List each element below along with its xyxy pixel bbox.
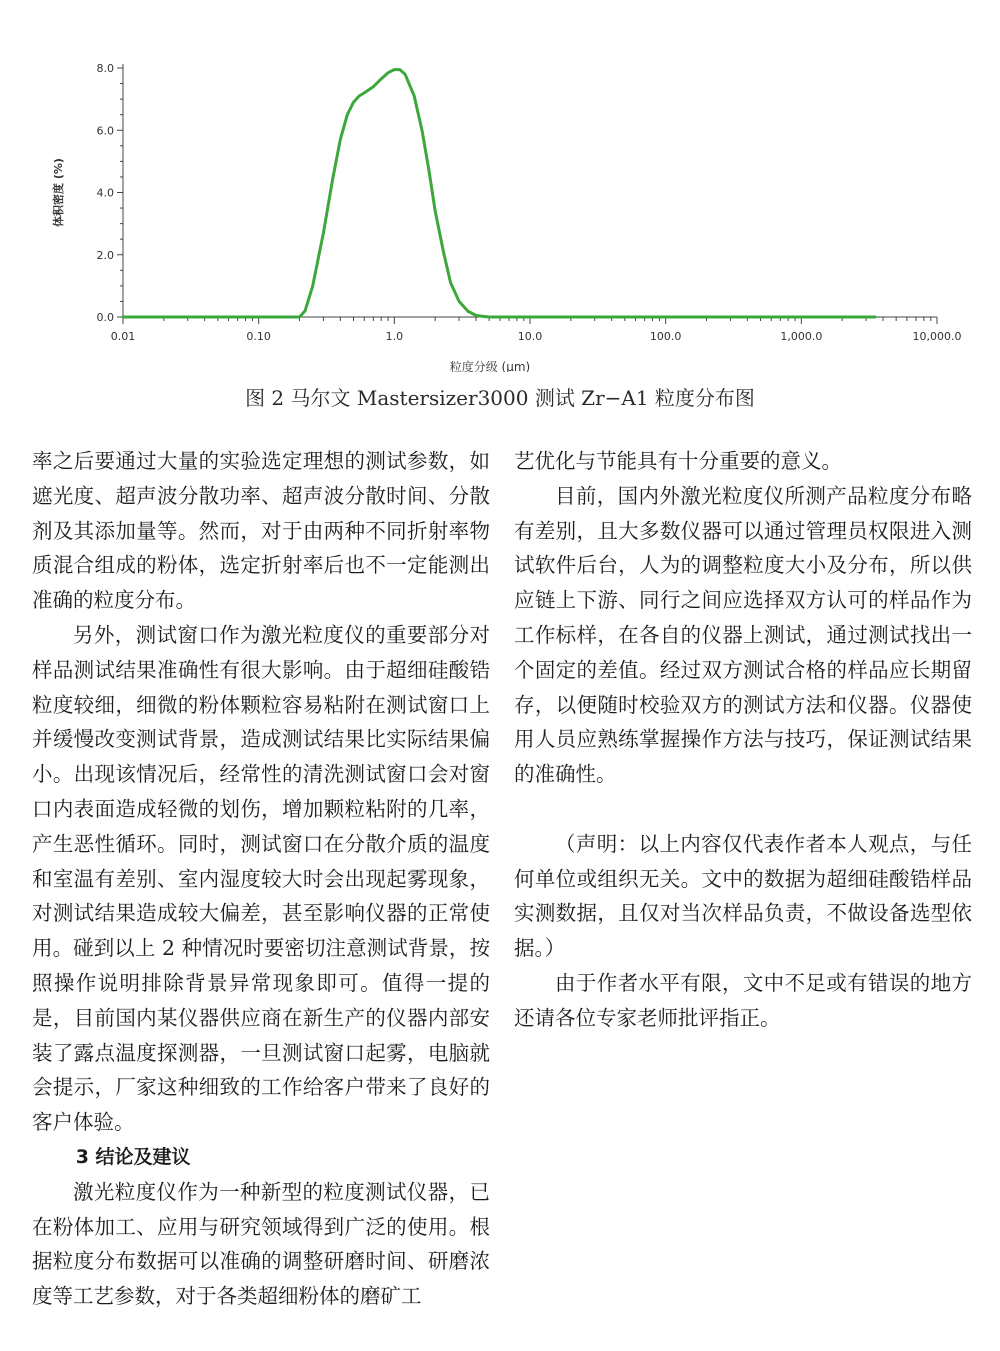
- x-tick-label: 10,000.0: [912, 330, 962, 343]
- x-tick-label: 1.0: [385, 330, 404, 343]
- figure-caption: 图 2 马尔文 Mastersizer3000 测试 Zr−A1 粒度分布图: [245, 386, 755, 410]
- x-tick-label: 0.10: [246, 330, 271, 343]
- x-tick-label: 10.0: [517, 330, 543, 343]
- x-axis-label: 粒度分级 (μm): [449, 360, 531, 372]
- paragraph: 艺优化与节能具有十分重要的意义。: [514, 449, 842, 473]
- x-tick-label: 1,000.0: [780, 330, 823, 343]
- paragraph: 激光粒度仪作为一种新型的粒度测试仪器，已在粉体加工、应用与研究领域得到广泛的使用。根据粒度分布数据可以准确的调整研磨时间、研磨浓度等工艺参数，对于各类超细粉体的磨矿工: [32, 1179, 490, 1309]
- y-tick-label: 2.0: [96, 248, 114, 262]
- right-text-column: [514, 444, 972, 1036]
- y-axis-label: 体积密度 (%): [52, 158, 65, 227]
- series-line: [123, 70, 875, 317]
- disclaimer-paragraph: （声明：以上内容仅代表作者本人观点，与任何单位或组织无关。文中的数据为超细硅酸锆样品实测数据，且仅对当次样品负责，不做设备选型依据。）: [514, 831, 972, 961]
- y-tick-label: 0.0: [96, 311, 114, 324]
- y-tick-label: 6.0: [96, 124, 114, 138]
- left-text-column: [32, 444, 490, 1314]
- particle-size-distribution-chart: [0, 0, 1000, 372]
- y-tick-label: 4.0: [96, 186, 114, 200]
- paragraph: 另外，测试窗口作为激光粒度仪的重要部分对样品测试结果准确性有很大影响。由于超细硅酸锆粒度较细，细微的粉体颗粒容易粘附在测试窗口上并缓慢改变测试背景，造成测试结果比实际结果偏小。出现该情况后，经常性的清洗测试窗口会对窗口内表面造成轻微的划伤，增加颗粒粘附的几率，产生恶性循环。同时，测试窗口在分散介质的温度和室温有差别、室内湿度较大时会出现起雾现象，对测试结果造成较大偏差，甚至影响仪器的正常使用。碰到以上 2 种情况时要密切注意测试背景，按照操作说明排除背景异常现象即可。值得一提的是，目前国内某仪器供应商在新生产的仪器内部安装了露点温度探测器，一旦测试窗口起雾，电脑就会提示，厂家这种细致的工作给客户带来了良好的客户体验。: [32, 622, 490, 1135]
- figure: [0, 0, 1000, 372]
- y-tick-label: 8.0: [96, 62, 114, 75]
- x-tick-label: 100.0: [649, 330, 682, 343]
- spacer: [514, 792, 972, 827]
- paragraph: 由于作者水平有限，文中不足或有错误的地方还请各位专家老师批评指正。: [514, 970, 972, 1030]
- paragraph: 目前，国内外激光粒度仪所测产品粒度分布略有差别，且大多数仪器可以通过管理员权限进入测试软件后台，人为的调整粒度大小及分布，所以供应链上下游、同行之间应选择双方认可的样品作为工作标样，在各自的仪器上测试，通过测试找出一个固定的差值。经过双方测试合格的样品应长期留存，以便随时校验双方的测试方法和仪器。仪器使用人员应熟练掌握操作方法与技巧，保证测试结果的准确性。: [514, 483, 972, 787]
- section-heading: 3 结论及建议: [75, 1145, 191, 1168]
- x-tick-label: 0.01: [110, 330, 136, 343]
- paragraph: 率之后要通过大量的实验选定理想的测试参数，如遮光度、超声波分散功率、超声波分散时间、分散剂及其添加量等。然而，对于由两种不同折射率物质混合组成的粉体，选定折射率后也不一定能测出准确的粒度分布。: [32, 449, 490, 613]
